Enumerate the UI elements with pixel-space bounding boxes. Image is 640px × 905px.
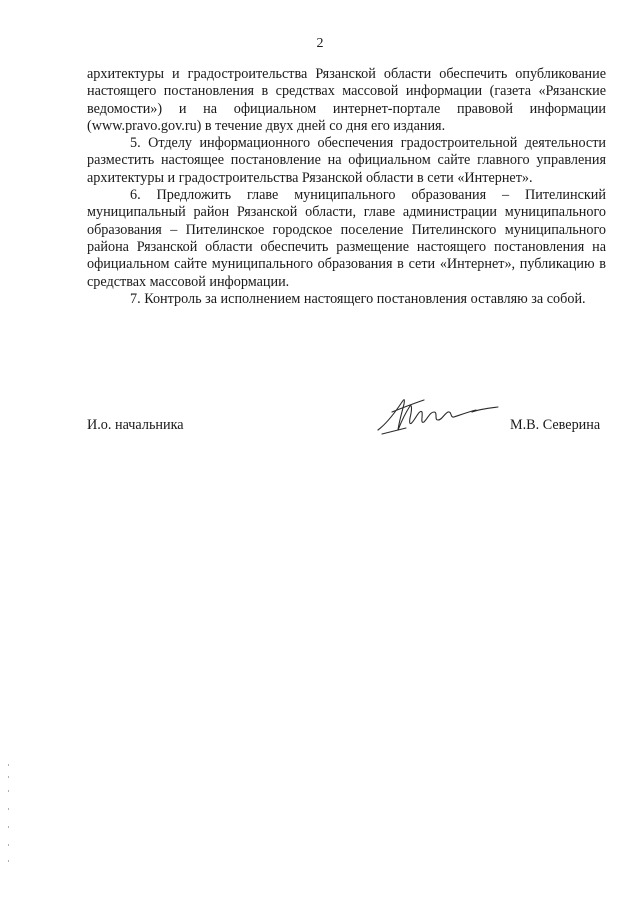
paragraph-item-7: 7. Контроль за исполнением настоящего постановления оставляю за собой. bbox=[130, 290, 586, 307]
signatory-title: И.о. начальника bbox=[87, 417, 184, 433]
signatory-name: М.В. Северина bbox=[510, 417, 601, 433]
document-body bbox=[87, 66, 606, 308]
scan-edge-marks bbox=[6, 760, 12, 870]
handwritten-signature bbox=[372, 390, 512, 438]
paragraph-item-6: 6. Предложить главе муниципального образования – Пителинский муниципальный район Рязанской области, главе администрации муниципального образования – Пителинское городское поселение Пителинского муниципального района Рязанской области обеспечить размещение настоящего постановления на официальном сайте муниципального образования в сети «Интернет», публикацию в средствах массовой информации. bbox=[87, 187, 606, 290]
paragraph-continuation: архитектуры и градостроительства Рязанской области обеспечить опубликование настоящего постановления в средствах массовой информации (газета «Рязанские ведомости») и на официальном интернет-портале правовой информации (www.pravo.gov.ru) в течение двух дней со дня его издания. bbox=[87, 66, 606, 134]
paragraph-item-5: 5. Отделу информационного обеспечения градостроительной деятельности разместить настоящее постановление на официальном сайте главного управления архитектуры и градостроительства Рязанской области в сети «Интернет». bbox=[87, 135, 606, 186]
page-number: 2 bbox=[316, 36, 324, 51]
